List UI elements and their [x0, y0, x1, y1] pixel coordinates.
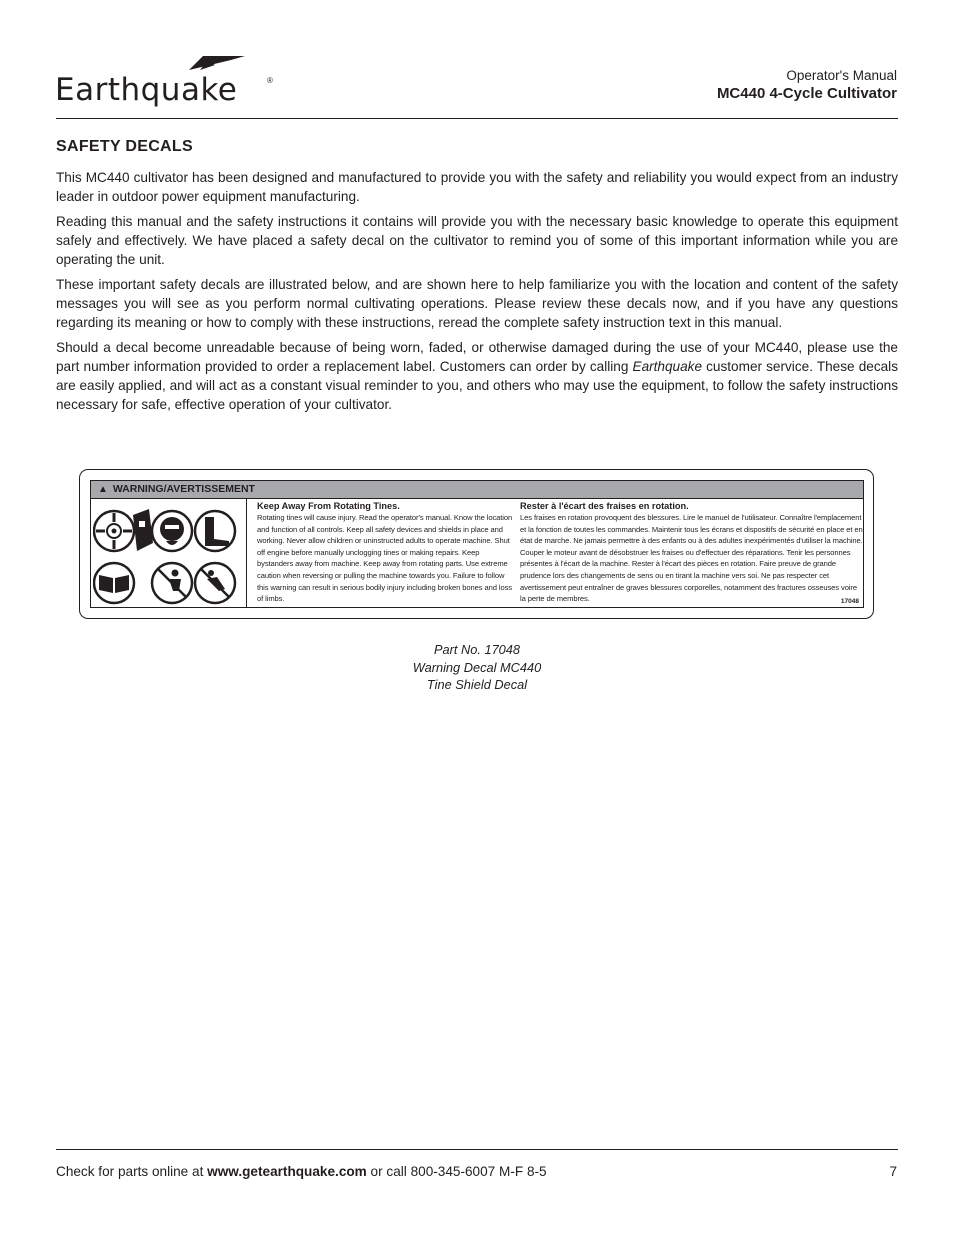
warning-label: WARNING/AVERTISSEMENT — [112, 483, 255, 495]
paragraph-4 — [56, 338, 898, 414]
logo-registered-mark: ® — [267, 76, 273, 85]
decal-english-heading: Keep Away From Rotating Tines. — [257, 501, 400, 511]
decal-french-heading: Rester à l'écart des fraises en rotation. — [520, 501, 689, 511]
section-body — [56, 168, 898, 420]
logo-wordmark: Earthquake — [55, 72, 238, 108]
earthquake-logo — [55, 52, 277, 114]
paragraph-4-start: Should a decal become unreadable because of being worn, faded, or otherwise damaged during the use of your MC440, please use the part number information provided to order a replacement label. Customers can order by calling — [56, 340, 898, 374]
header-divider — [56, 118, 898, 119]
footer-text — [56, 1164, 547, 1179]
footer-suffix: or call 800-345-6007 M-F 8-5 — [366, 1164, 547, 1179]
decal-divider — [246, 499, 247, 608]
brand-name: Earthquake — [632, 359, 703, 374]
hand-stop-icon — [133, 509, 153, 551]
safety-boots-icon — [195, 511, 235, 551]
paragraph-4-end: customer service. These decals are easily applied, and will act as a constant visual reminder to you, and others who may use the equipment, to follow the safety instructions necessary for safe, effective operation of your cultivator. — [56, 359, 898, 412]
decal-english-text — [257, 501, 515, 605]
footer-divider — [56, 1149, 898, 1150]
paragraph-1: This MC440 cultivator has been designed and manufactured to provide you with the safety and reliability you would expect from an industry leader in outdoor power equipment manufacturing. — [56, 170, 898, 204]
keep-away-icon — [195, 563, 235, 603]
footer-url-link[interactable]: www.getearthquake.com — [207, 1164, 367, 1179]
warning-decal — [79, 469, 874, 619]
warning-triangle-icon: ▲ — [98, 484, 108, 495]
model-title: MC440 4-Cycle Cultivator — [716, 85, 897, 102]
decal-frame — [90, 480, 864, 608]
decal-french-text — [520, 501, 863, 605]
hearing-eye-protection-icon — [152, 511, 192, 551]
section-title: SAFETY DECALS — [56, 138, 193, 155]
caption-part-number: Part No. 17048 — [433, 642, 521, 657]
decal-part-number: 17048 — [840, 598, 859, 605]
footer-prefix: Check for parts online at — [56, 1164, 208, 1179]
safety-pictograms — [93, 503, 243, 607]
page-number: 7 — [889, 1164, 897, 1179]
no-children-icon — [152, 563, 192, 603]
decal-english-body: Rotating tines will cause injury. Read the operator's manual. Know the location and function of all controls. Keep all safety devices and shields in place and working. Never allow children or uninstructed adults to operate machine. Shut off engine before manually unclogging tines or making repairs. Keep bystanders away from machine. Keep away from rotating parts. Use extreme caution when reversing or pulling the machine towards you. Failure to follow this warning can result in serious bodily injury including broken bones and loss of limbs. — [257, 513, 513, 604]
caption-decal-name: Warning Decal MC440 — [412, 659, 542, 675]
manual-label: Operator's Manual — [786, 68, 897, 83]
caption-decal-location: Tine Shield Decal — [426, 677, 528, 692]
read-manual-icon — [94, 563, 134, 603]
header-info — [717, 67, 897, 104]
decal-caption — [0, 641, 954, 694]
warning-header-bar — [91, 481, 863, 499]
paragraph-3: These important safety decals are illustrated below, and are shown here to help familiarize you with the location and content of the safety messages you will see as you perform normal cultivating operations. Please review these decals now, and if you have any questions regarding its meaning or how to comply with these instructions, reread the complete safety instruction text in this manual. — [56, 277, 898, 330]
paragraph-2: Reading this manual and the safety instructions it contains will provide you with the necessary basic knowledge to operate this equipment safely and effectively. We have placed a safety decal on the cultivator to remind you of some of this important information while you are operating the unit. — [56, 214, 898, 267]
decal-french-body: Les fraises en rotation provoquent des blessures. Lire le manuel de l'utilisateur. Connaître l'emplacement et la fonction de toutes les commandes. Maintenir tous les écrans et dispositifs de sécurité en place et en état de marche. Ne jamais permettre à des enfants ou à des adultes inexpérimentés d'utiliser la machine. Couper le moteur avant de désobstruer les fraises ou d'effectuer des réparations. Tenir les personnes présentes à l'écart de la machine. Rester à l'écart des pièces en rotation. Faire preuve de grande prudence lors des changements de sens ou en tirant la machine vers soi. Ne pas respecter cet avertissement peut entraîner de graves blessures corporelles, notamment des fractures osseuses voire la perte de membres. — [520, 513, 863, 604]
rotating-tines-icon — [94, 511, 134, 551]
